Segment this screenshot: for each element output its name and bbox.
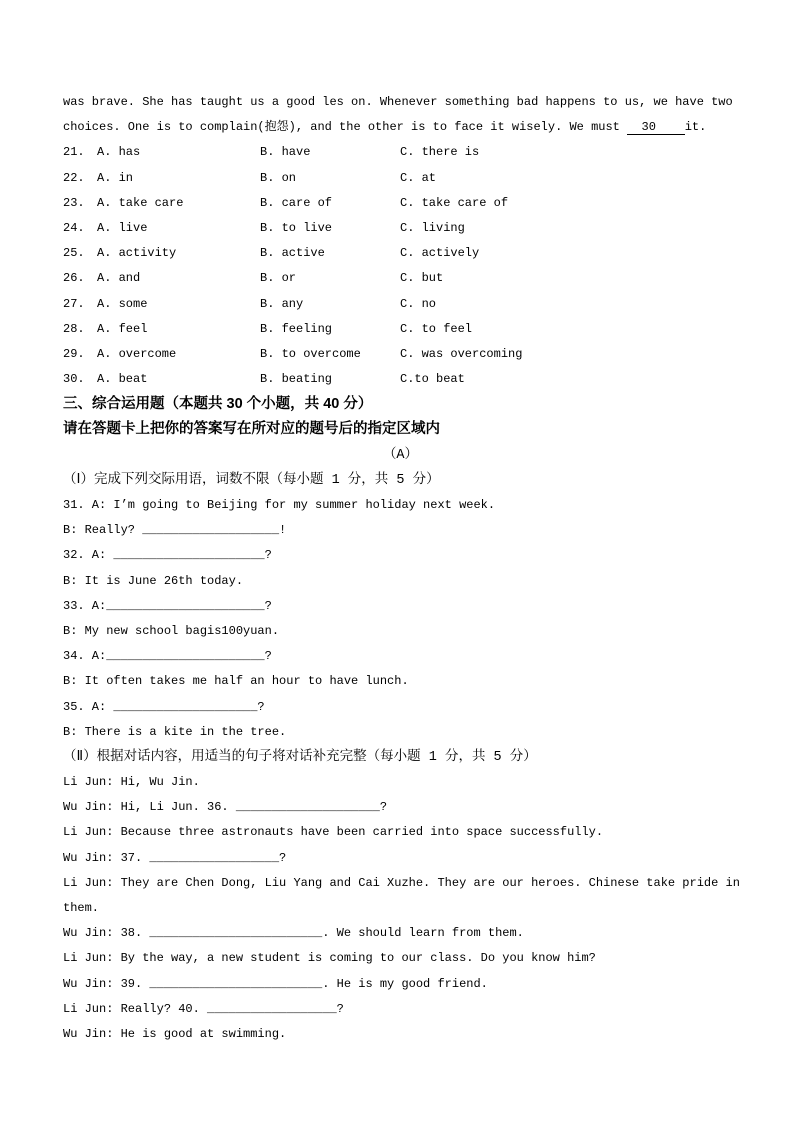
option-b: B. or	[260, 271, 297, 286]
question-row-22	[63, 166, 738, 191]
question-row-23	[63, 191, 738, 216]
dialogue-line-31a: 31. A: I’m going to Beijing for my summer holiday next week.	[63, 498, 496, 512]
option-b: B. to live	[260, 220, 333, 235]
question-number: 30.	[63, 372, 85, 387]
dialogue-line-35a: 35. A: ____________________?	[63, 699, 265, 714]
option-c: C. to feel	[400, 321, 473, 336]
question-number: 25.	[63, 246, 85, 261]
option-b: B. care of	[260, 195, 333, 210]
option-b: B. any	[260, 296, 304, 311]
option-b: B. to overcome	[260, 346, 361, 361]
question-row-28	[63, 317, 738, 342]
question-number: 24.	[63, 220, 85, 235]
part1-heading: （Ⅰ）完成下列交际用语，词数不限（每小题 1 分，共 5 分）	[63, 472, 440, 488]
question-row-29	[63, 342, 738, 367]
dialogue-line: Li Jun: They are Chen Dong, Liu Yang and Cai Xuzhe. They are our heroes. Chinese take pride in	[63, 875, 740, 890]
dialogue-line-35b: B: There is a kite in the tree.	[63, 724, 287, 739]
part1-dialogue-completion	[63, 493, 738, 745]
option-a: A. beat	[97, 372, 148, 387]
dialogue-line: Wu Jin: 38. ________________________. We should learn from them.	[63, 926, 524, 941]
passage-line-2	[63, 115, 738, 140]
option-b: B. have	[260, 145, 311, 160]
part-a-label: （A）	[382, 447, 419, 463]
dialogue-line-34b: B: It often takes me half an hour to have lunch.	[63, 674, 409, 689]
option-a: A. in	[97, 170, 134, 185]
option-c: C. at	[400, 170, 437, 185]
question-row-27	[63, 292, 738, 317]
option-b: B. active	[260, 246, 325, 261]
option-a: A. feel	[97, 321, 148, 336]
question-number: 21.	[63, 145, 85, 160]
dialogue-line: Li Jun: Hi, Wu Jin.	[63, 775, 200, 790]
option-b: B. on	[260, 170, 297, 185]
option-c: C. no	[400, 296, 437, 311]
question-row-25	[63, 241, 738, 266]
multiple-choice-list	[63, 140, 738, 392]
option-a: A. live	[97, 220, 148, 235]
option-c: C.to beat	[400, 372, 465, 387]
option-c: C. was overcoming	[400, 346, 523, 361]
option-c: C. there is	[400, 145, 480, 160]
part2-dialogue	[63, 770, 738, 1047]
option-c: C. but	[400, 271, 444, 286]
part2-heading: （Ⅱ）根据对话内容，用适当的句子将对话补充完整（每小题 1 分，共 5 分）	[63, 749, 537, 765]
question-number: 26.	[63, 271, 85, 286]
option-a: A. some	[97, 296, 148, 311]
dialogue-line: Li Jun: Really? 40. __________________?	[63, 1001, 344, 1016]
section-three-heading: 三、综合运用题（本题共 30 个小题，共 40 分）	[63, 396, 373, 413]
answer-sheet-instruction: 请在答题卡上把你的答案写在所对应的题号后的指定区域内	[63, 421, 440, 438]
dialogue-line-31b: B: Really? ___________________!	[63, 523, 287, 538]
passage-line-1: was brave. She has taught us a good les on. Whenever something bad happens to us, we have two	[63, 95, 733, 109]
dialogue-line: Li Jun: Because three astronauts have been carried into space successfully.	[63, 825, 604, 840]
option-b: B. beating	[260, 372, 333, 387]
option-a: A. overcome	[97, 346, 177, 361]
option-a: A. and	[97, 271, 141, 286]
question-number: 29.	[63, 346, 85, 361]
dialogue-line: Li Jun: By the way, a new student is coming to our class. Do you know him?	[63, 951, 596, 966]
question-row-30	[63, 367, 738, 392]
option-a: A. has	[97, 145, 141, 160]
option-c: C. take care of	[400, 195, 509, 210]
question-number: 27.	[63, 296, 85, 311]
option-b: B. feeling	[260, 321, 333, 336]
dialogue-line-33b: B: My new school bagis100yuan.	[63, 623, 280, 638]
blank-30: 30	[627, 120, 685, 135]
question-row-24	[63, 216, 738, 241]
question-number: 28.	[63, 321, 85, 336]
dialogue-line: Wu Jin: 39. ________________________. He is my good friend.	[63, 976, 488, 991]
dialogue-line: them.	[63, 901, 100, 915]
dialogue-line-33a: 33. A:______________________?	[63, 598, 272, 613]
question-number: 23.	[63, 195, 85, 210]
question-row-21	[63, 140, 738, 165]
passage-line-2-pre: choices. One is to complain(抱怨), and the other is to face it wisely. We must	[63, 120, 628, 135]
question-number: 22.	[63, 170, 85, 185]
dialogue-line-32a: 32. A: _____________________?	[63, 548, 272, 563]
dialogue-line-32b: B: It is June 26th today.	[63, 573, 244, 588]
question-row-26	[63, 266, 738, 291]
passage-line-2-post: it.	[684, 120, 707, 135]
dialogue-line-34a: 34. A:______________________?	[63, 649, 272, 664]
dialogue-line: Wu Jin: 37. __________________?	[63, 850, 287, 865]
option-c: C. living	[400, 220, 465, 235]
option-c: C. actively	[400, 246, 480, 261]
option-a: A. activity	[97, 246, 177, 261]
dialogue-line: Wu Jin: Hi, Li Jun. 36. ____________________?	[63, 800, 388, 815]
dialogue-line: Wu Jin: He is good at swimming.	[63, 1026, 287, 1041]
option-a: A. take care	[97, 195, 184, 210]
